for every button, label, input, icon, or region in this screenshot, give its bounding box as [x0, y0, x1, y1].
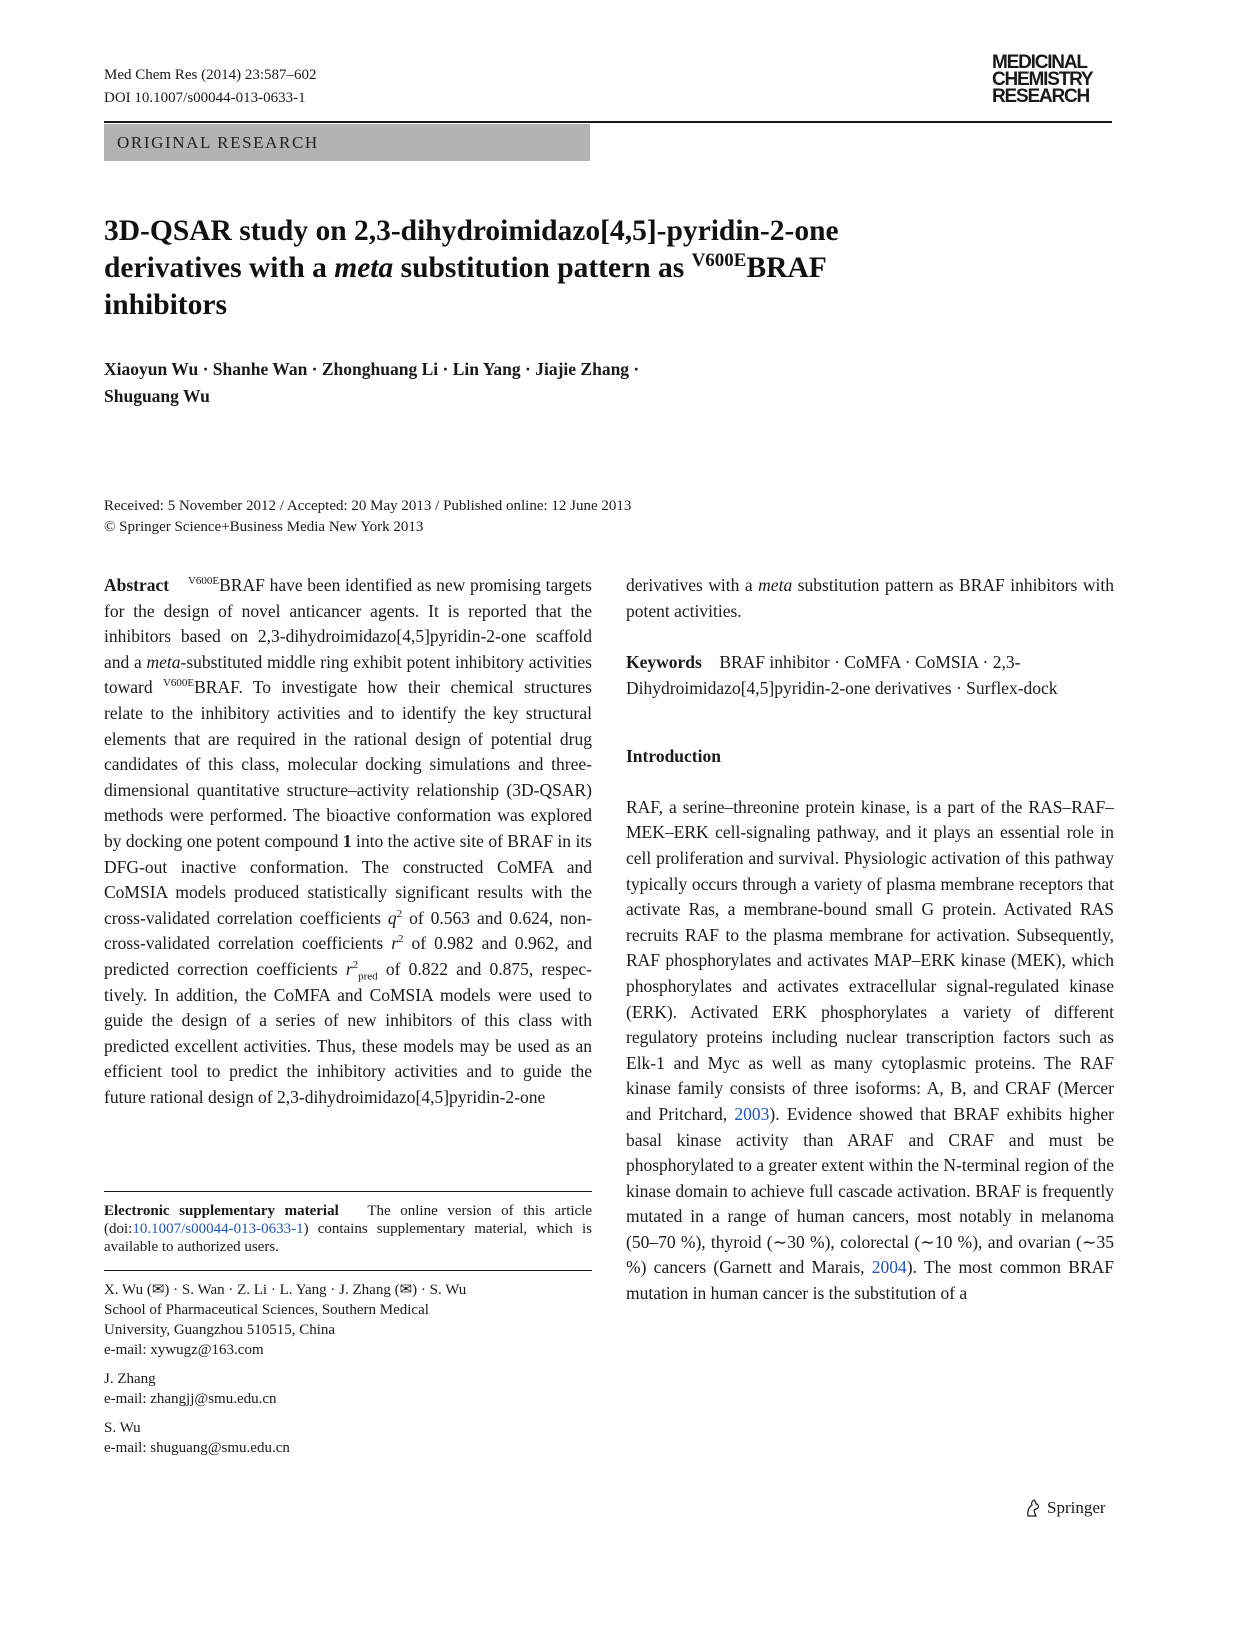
section-banner: ORIGINAL RESEARCH [104, 124, 590, 161]
keywords-label: Keywords [626, 652, 702, 672]
logo-line: MEDICINAL [992, 52, 1087, 73]
publisher-mark [1024, 1498, 1106, 1518]
affiliation-school: School of Pharmaceutical Sciences, Southern Medical [104, 1302, 429, 1318]
affiliation-address: University, Guangzhou 510515, China [104, 1322, 336, 1338]
citation-link[interactable]: 2003 [734, 1103, 770, 1124]
affiliation-divider [104, 1270, 592, 1271]
supplementary-label: Electronic supplementary material [104, 1203, 339, 1219]
introduction-heading: Introduction [626, 746, 721, 767]
keywords-paragraph: Keywords BRAF inhibitor · CoMFA · CoMSIA · 2,3-Dihydroimidazo[4,5]pyridin-2-one derivatives · Surflex-dock [626, 652, 1058, 698]
doi-link[interactable]: 10.1007/s00044-013-0633-1 [132, 1221, 304, 1237]
contact-name: J. Zhang [104, 1371, 156, 1387]
abstract-section [104, 573, 592, 1130]
doi: DOI 10.1007/s00044-013-0633-1 [104, 90, 306, 106]
header-divider [104, 121, 1112, 123]
affiliation-email: e-mail: xywugz@163.com [104, 1342, 264, 1358]
copyright-notice: © Springer Science+Business Media New York 2013 [104, 519, 424, 535]
springer-horse-icon [1024, 1498, 1042, 1518]
affiliation-authors: X. Wu (✉) · S. Wan · Z. Li · L. Yang · J. Zhang (✉) · S. Wu [104, 1282, 467, 1298]
citation-link[interactable]: 2004 [871, 1257, 907, 1278]
journal-logo [992, 54, 1092, 105]
journal-reference [104, 64, 316, 110]
history-dates: Received: 5 November 2012 / Accepted: 20 May 2013 / Published online: 12 June 2013 [104, 498, 632, 514]
introduction-paragraph: RAF, a serine–threonine protein kinase, is a part of the RAS–RAF–MEK–ERK cell-signaling pathway, and it plays an essential role in cell proliferation and survival. Physiologic activation of this pathway typically occurs through a variety of plasma membrane receptors that activate Ras, a membrane-bound small G protein. Activated RAS recruits RAF to the plasma membrane for activation. Subsequently, RAF phosphorylates and activates MAP–ERK kinase (MEK), which phosphorylates and activates extracellular signal-regulated kinase (ERK). Activated ERK phosphorylates a variety of different regulatory proteins including nuclear transcription factors such as Elk-1 and Myc as well as many cytoplasmic proteins. The RAF kinase family consists of three isoforms: A, B, and CRAF (Mercer and Pritchard, 2003). Evidence showed that BRAF exhibits higher basal kinase activity than ARAF and CRAF and must be phosphorylated to a greater extent within the N-terminal region of the kinase domain to achieve full cascade activation. BRAF is frequently mutated in a range of human cancers, most notably in melanoma (50–70 %), thyroid (∼30 %), colorectal (∼10 %), and ovarian (∼35 %) cancers (Garnett and Marais, 2004). The most common BRAF mutation in human cancer is the substitution of a [626, 796, 1114, 1304]
article-title: 3D-QSAR study on 2,3-dihydroimidazo[4,5]-pyridin-2-one derivatives with a meta substitution pattern as $^{V600E}$BRAF inhibitors [104, 215, 839, 321]
logo-line: CHEMISTRY [992, 69, 1093, 90]
abstract-paragraph-continued: derivatives with a meta substitution pattern as BRAF inhibitors with potent activities. [626, 575, 1114, 621]
contact-email: e-mail: shuguang@smu.edu.cn [104, 1440, 290, 1456]
abstract-continuation [626, 573, 1114, 624]
supplementary-note: Electronic supplementary material The online version of this article (doi:10.1007/s00044-013-0633-1) contains supplementary material, which is available to authorized users. [104, 1191, 592, 1256]
author-affiliations [104, 1280, 604, 1458]
logo-line: RESEARCH [992, 86, 1090, 107]
contact-name: S. Wu [104, 1420, 141, 1436]
author-list: Xiaoyun Wu · Shanhe Wan · Zhonghuang Li · Lin Yang · Jiajie Zhang · Shuguang Wu [104, 359, 640, 406]
publication-dates [104, 496, 631, 538]
publisher-name: Springer [1047, 1498, 1106, 1517]
contact-email: e-mail: zhangjj@smu.edu.cn [104, 1391, 277, 1407]
abstract-label: Abstract [104, 575, 170, 595]
journal-citation: Med Chem Res (2014) 23:587–602 [104, 67, 317, 83]
keywords-and-introduction [626, 650, 1114, 1307]
abstract-paragraph: Abstract $^{V600E}$BRAF have been identified as new promising targets for the design of novel anticancer agents. It is reported that the inhibitors based on 2,3-dihydroimidazo[4,5]pyridin-2-one scaffold and a meta-substituted middle ring exhibit potent inhibitory activities toward $^{V600E}$BRAF. To investigate how their chemical structures relate to the inhibitory activities and to identify the key structural elements that are required in the rational design of potential drug candidates of this class, molecular docking simulations and three-dimensional quantitative structure–activity relationship (3D-QSAR) methods were performed. The bioactive conformation was explored by docking one potent compound 1 into the active site of BRAF in its DFG-out inactive conformation. The constructed CoMFA and CoMSIA models produced statistically significant results with the cross-validated correlation coefficients $q^2$ of 0.563 and 0.624, non-cross-validated correlation coefficients $r^2$ of 0.982 and 0.962, and predicted correction coefficients $r^2_{pred}$ of 0.822 and 0.875, respectively. In addition, the CoMFA and CoMSIA models were used to guide the design of a series of new inhibitors of this class with predicted excellent activities. Thus, these models may be used as an efficient tool to predict the inhibitory activities and to guide the future rational design of 2,3-dihydroimidazo[4,5]pyridin-2-one [104, 575, 592, 1107]
